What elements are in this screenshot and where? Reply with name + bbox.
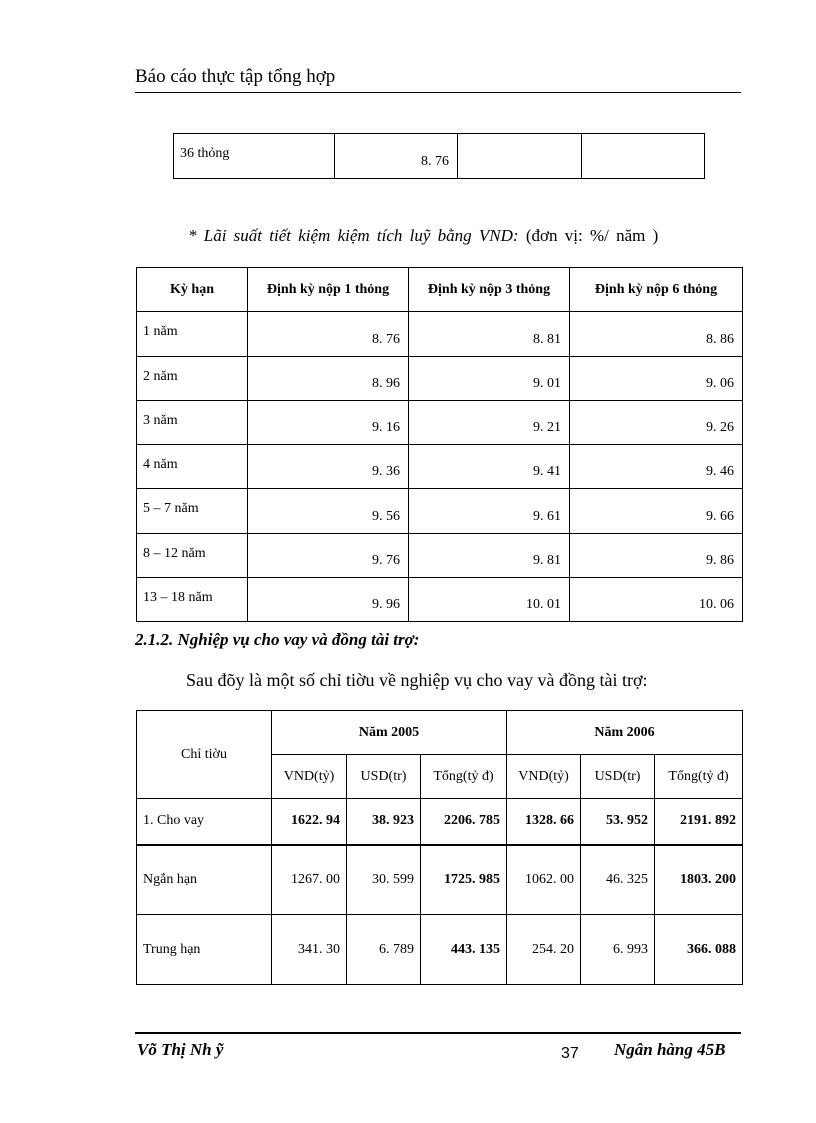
rate-cell: 10. 01 [409,578,570,622]
year-header: Năm 2006 [507,711,743,755]
value-cell: 1725. 985 [421,845,507,915]
table-row [174,134,705,179]
column-header: USD(tr) [581,755,655,799]
year-header: Năm 2005 [272,711,507,755]
rate-cell: 9. 86 [570,533,743,577]
footer-rule [135,1032,741,1034]
empty-cell [582,134,705,179]
term-cell: 8 – 12 năm [137,533,248,577]
value-cell: 2206. 785 [421,799,507,845]
indicator-cell: Ngắn hạn [137,845,272,915]
section-heading: 2.1.2. Nghiệp vụ cho vay và đồng tài trợ: [135,630,420,649]
value-cell: 1267. 00 [272,845,347,915]
note-text: * Lãi suất tiết kiệm kiệm tích luỹ bằng VND: [188,226,519,245]
table-header-row [137,268,743,312]
indicator-header: Chỉ tiờu [137,711,272,799]
value-cell: 366. 088 [655,915,743,985]
value-cell: 341. 30 [272,915,347,985]
table-row [137,578,743,622]
page-number: 37 [561,1045,579,1062]
table-row [137,915,743,985]
rate-cell: 9. 46 [570,445,743,489]
rate-cell: 9. 56 [248,489,409,533]
column-header: Định kỳ nộp 6 thỏng [570,268,743,312]
table-row [137,312,743,356]
rate-cell: 9. 21 [409,400,570,444]
note-unit: (đơn vị: %/ năm ) [525,226,659,245]
value-cell: 46. 325 [581,845,655,915]
top-table [173,133,705,179]
rate-cell: 8. 76 [335,134,458,179]
term-cell: 2 năm [137,356,248,400]
table-row [137,445,743,489]
table-row [137,489,743,533]
rate-cell: 9. 16 [248,400,409,444]
column-header: Định kỳ nộp 3 thỏng [409,268,570,312]
term-cell: 1 năm [137,312,248,356]
rate-cell: 9. 61 [409,489,570,533]
indicator-cell: 1. Cho vay [137,799,272,845]
savings-table [136,267,743,622]
term-cell: 4 năm [137,445,248,489]
column-header: Tổng(tỷ đ) [655,755,743,799]
rate-cell: 9. 66 [570,489,743,533]
value-cell: 6. 993 [581,915,655,985]
rate-cell: 9. 26 [570,400,743,444]
indicator-cell: Trung hạn [137,915,272,985]
value-cell: 53. 952 [581,799,655,845]
term-cell: 3 năm [137,400,248,444]
column-header: VND(tỷ) [272,755,347,799]
term-cell: 13 – 18 năm [137,578,248,622]
table-row [137,356,743,400]
value-cell: 1622. 94 [272,799,347,845]
value-cell: 6. 789 [347,915,421,985]
value-cell: 30. 599 [347,845,421,915]
rate-cell: 9. 41 [409,445,570,489]
rate-cell: 8. 96 [248,356,409,400]
value-cell: 254. 20 [507,915,581,985]
loan-table [136,710,743,985]
value-cell: 2191. 892 [655,799,743,845]
column-header: Định kỳ nộp 1 thỏng [248,268,409,312]
column-header: USD(tr) [347,755,421,799]
footer-author: Võ Thị Nh ỹ [137,1040,224,1059]
rate-cell: 9. 01 [409,356,570,400]
column-header: VND(tỷ) [507,755,581,799]
rate-cell: 8. 76 [248,312,409,356]
empty-cell [458,134,582,179]
table-row [137,845,743,915]
rate-cell: 8. 81 [409,312,570,356]
term-cell: 36 thỏng [174,134,335,179]
table-row [137,799,743,845]
rate-cell: 9. 96 [248,578,409,622]
savings-note [188,226,658,246]
rate-cell: 9. 06 [570,356,743,400]
rate-cell: 10. 06 [570,578,743,622]
rate-cell: 8. 86 [570,312,743,356]
table-header-row [137,711,743,755]
rate-cell: 9. 81 [409,533,570,577]
rate-cell: 9. 36 [248,445,409,489]
rate-cell: 9. 76 [248,533,409,577]
header-rule [135,92,741,93]
table-row [137,533,743,577]
value-cell: 1062. 00 [507,845,581,915]
footer-class: Ngân hàng 45B [614,1040,726,1059]
value-cell: 1803. 200 [655,845,743,915]
section-intro: Sau đõy là một số chỉ tiờu về nghiệp vụ cho vay và đồng tài trợ: [186,670,648,690]
term-cell: 5 – 7 năm [137,489,248,533]
header-title: Báo cáo thực tập tổng hợp [135,66,336,87]
table-row [137,400,743,444]
value-cell: 1328. 66 [507,799,581,845]
value-cell: 443. 135 [421,915,507,985]
value-cell: 38. 923 [347,799,421,845]
column-header: Kỳ hạn [137,268,248,312]
column-header: Tổng(tỷ đ) [421,755,507,799]
